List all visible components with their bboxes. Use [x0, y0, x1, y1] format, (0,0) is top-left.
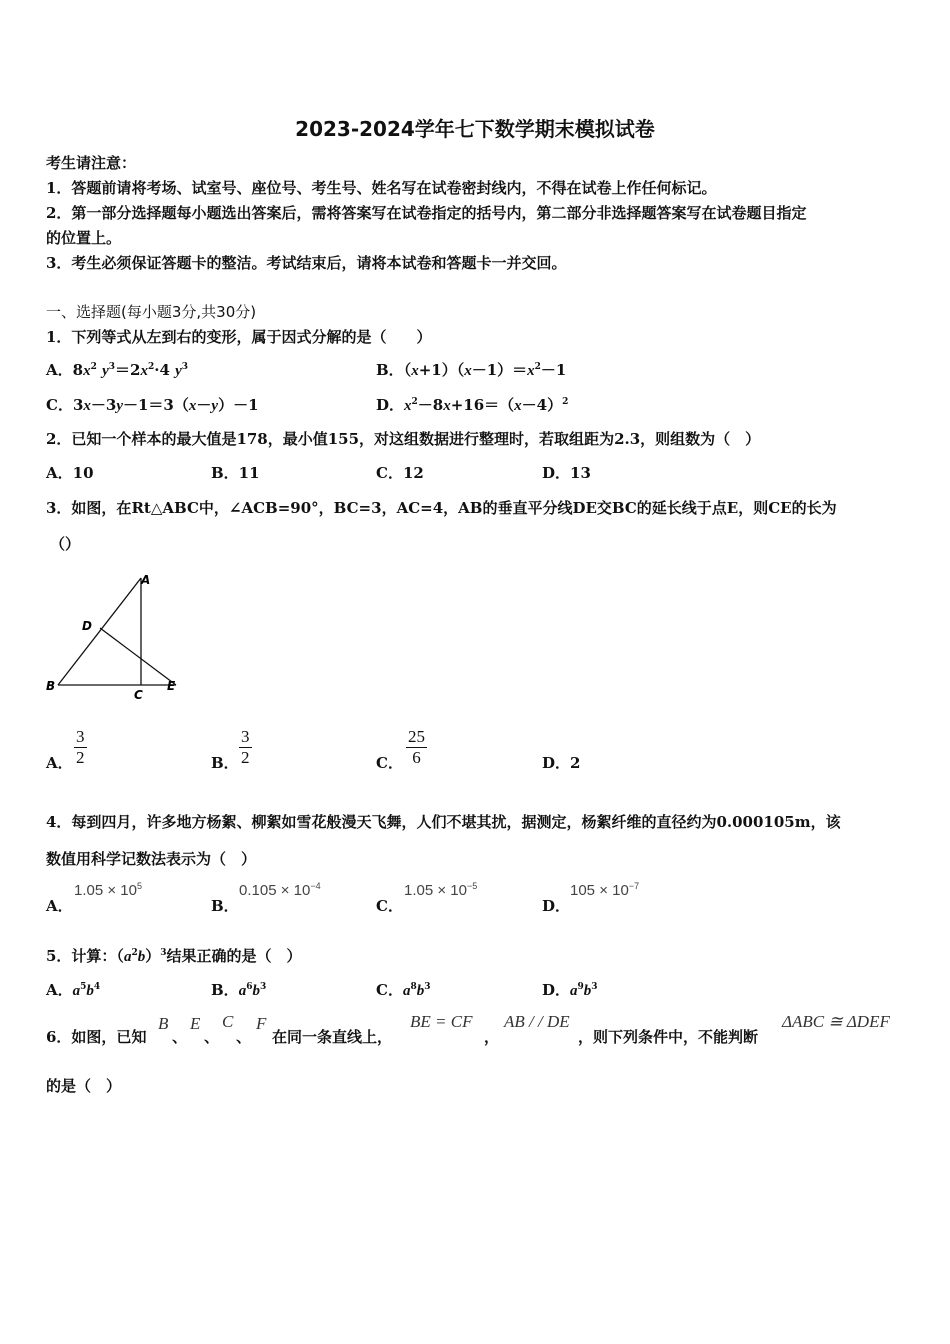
label-b: B: [46, 679, 56, 693]
q3-triangle-figure: [40, 566, 190, 706]
q6-sep-2: 、: [204, 1028, 220, 1046]
q3-option-a-label: A．: [46, 754, 73, 772]
q6-comma: ，: [484, 1028, 500, 1046]
q6-sep-1: 、: [172, 1028, 188, 1046]
q4-option-a-value: $1.05 \times 10^5$: [74, 881, 142, 899]
q6-stem-pre: 6．如图，已知: [46, 1028, 147, 1046]
q3-option-a-fraction: $\frac{3}{2}$: [76, 727, 85, 767]
q4-option-d-label: D．: [542, 897, 571, 915]
q6-condition-be-cf: BE = CF: [410, 1012, 473, 1031]
q5-option-d: D．$a^9b^3$: [542, 981, 598, 999]
q5-stem: 5．计算：$(a^2b)^3$结果正确的是（ ）: [46, 947, 302, 965]
notice-line-2b: 的位置上。: [46, 229, 122, 247]
notice-line-3: 3．考生必须保证答题卡的整洁。考试结束后，请将本试卷和答题卡一并交回。: [46, 254, 567, 272]
label-e: E: [167, 679, 176, 693]
q1-option-d: D．$x^2-8x+16=(x-4)^2$: [376, 396, 569, 414]
notice-line-1: 1．答题前请将考场、试室号、座位号、考生号、姓名写在试卷密封线内，不得在试卷上作任何标记。: [46, 179, 717, 197]
q2-option-b: B．11: [211, 464, 260, 482]
segment-ab: [58, 578, 141, 685]
q1-option-b: B．$(x+1)(x-1)=x^2-1$: [376, 361, 567, 379]
q3-option-b-fraction: $\frac{3}{2}$: [241, 727, 250, 767]
q6-point-e: E: [190, 1014, 201, 1033]
q4-stem-line1: 4．每到四月，许多地方杨絮、柳絮如雪花般漫天飞舞，人们不堪其扰，据测定，杨絮纤维的直径约为0.000105m，该: [46, 813, 841, 831]
notice-heading: 考生请注意：: [46, 154, 137, 172]
q2-stem: 2．已知一个样本的最大值是178，最小值155，对这组数据进行整理时，若取组距为2.3，则组数为（ ）: [46, 430, 761, 448]
q6-congruence: ΔABC ≅ ΔDEF: [782, 1012, 890, 1031]
q6-point-f: F: [256, 1014, 267, 1033]
q3-stem-line1: 3．如图，在Rt△ABC中，∠ACB=90°，BC=3，AC=4，AB的垂直平分线DE交BC的延长线于点E，则CE的长为: [46, 499, 837, 517]
q5-option-c: C．$a^8b^3$: [376, 981, 431, 999]
q4-option-c-value: $1.05 \times 10^{-5}$: [404, 881, 478, 899]
notice-line-2a: 2．第一部分选择题每小题选出答案后，需将答案写在试卷指定的括号内，第二部分非选择题答案写在试卷题目指定: [46, 204, 807, 222]
q6-sep-3: 、: [236, 1028, 252, 1046]
q2-option-c: C．12: [376, 464, 424, 482]
q4-option-a-label: A．: [46, 897, 73, 915]
q4-option-b-label: B．: [211, 897, 239, 915]
q2-option-a: A．10: [46, 464, 94, 482]
q6-stem-line2: 的是（ ）: [46, 1077, 122, 1095]
q4-option-c-label: C．: [376, 897, 403, 915]
section-heading: 一、选择题(每小题3分,共30分): [46, 303, 257, 321]
q3-option-c-fraction: $\frac{25}{6}$: [408, 727, 425, 767]
q4-stem-line2: 数值用科学记数法表示为（ ）: [46, 850, 257, 868]
q4-option-d-value: $105 \times 10^{-7}$: [570, 881, 640, 899]
q3-option-b-label: B．: [211, 754, 239, 772]
q6-point-b: B: [158, 1014, 169, 1033]
q3-option-d: D．2: [542, 754, 581, 772]
q4-option-b-value: $0.105 \times 10^{-4}$: [239, 881, 321, 899]
q1-option-c: C．3x－3y－1＝3（x－y）－1: [46, 396, 259, 414]
q3-stem-line2: （）: [50, 535, 81, 553]
label-d: D: [82, 619, 92, 633]
label-c: C: [134, 688, 143, 702]
page-title: 2023-2024学年七下数学期末模拟试卷: [295, 117, 655, 141]
q1-stem: 1．下列等式从左到右的变形，属于因式分解的是（ ）: [46, 328, 432, 346]
q6-condition-ab-de: AB / / DE: [504, 1012, 570, 1031]
q2-option-d: D．13: [542, 464, 591, 482]
q3-option-c-label: C．: [376, 754, 403, 772]
label-a: A: [141, 573, 151, 587]
q6-point-c: C: [222, 1012, 234, 1031]
q5-option-a: A．$a^5b^4$: [46, 981, 101, 999]
q5-option-b: B．$a^6b^3$: [211, 981, 267, 999]
q1-option-a: A．$8x^2$ $y^3=2x^2\cdot 4$ $y^3$: [46, 361, 189, 379]
q6-stem-tail: ，则下列条件中，不能判断: [578, 1028, 759, 1046]
q6-stem-mid: 在同一条直线上，: [272, 1028, 393, 1046]
segment-de: [100, 628, 176, 685]
